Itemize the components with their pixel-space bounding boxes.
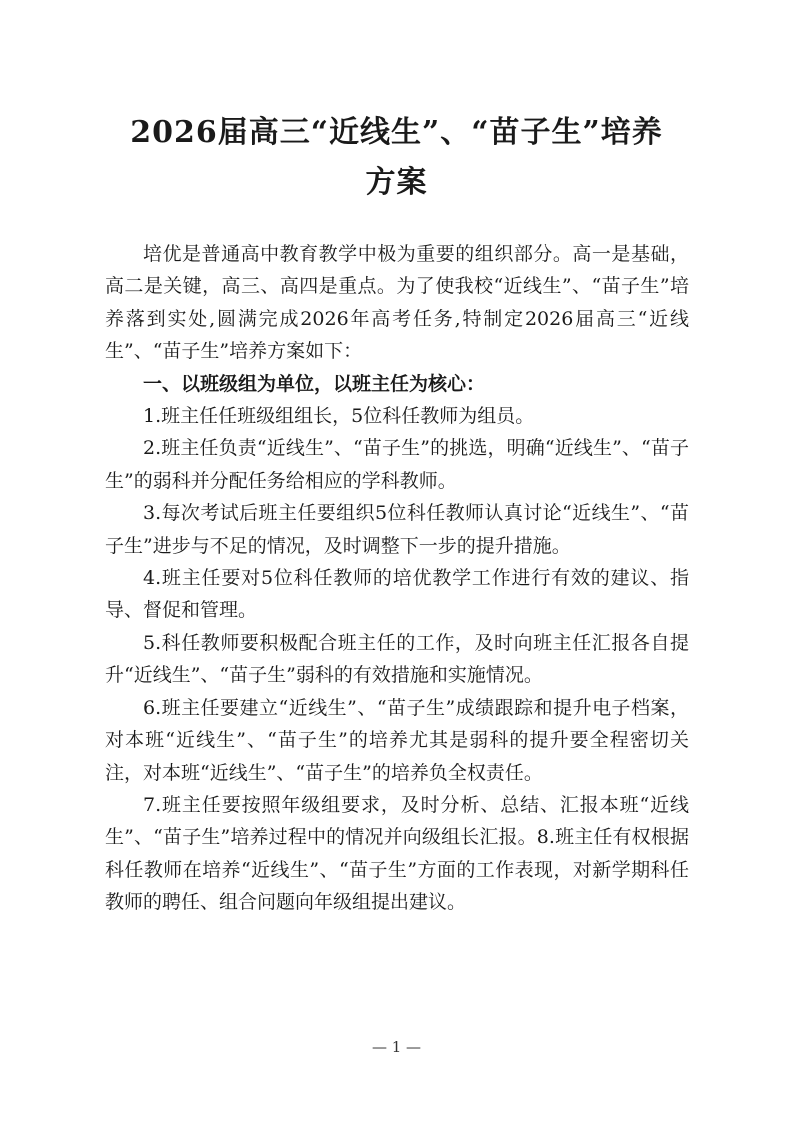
list-item: 1.班主任任班级组组长，5位科任教师为组员。 — [143, 405, 535, 428]
list-item: 2.班主任负责“近线生”、“苗子生”的挑选，明确“近线生”、“苗子生”的弱科并分配任务给相应的学科教师。 — [105, 437, 689, 492]
title-line-1: 2026届高三“近线生”、“苗子生”培养 — [130, 115, 663, 150]
document-body — [105, 238, 689, 919]
document-title — [90, 108, 703, 208]
title-line-2: 方案 — [365, 165, 428, 200]
list-item: 3.每次考试后班主任要组织5位科任教师认真讨论“近线生”、“苗子生”进步与不足的情况，及时调整下一步的提升措施。 — [105, 502, 689, 557]
list-item: 6.班主任要建立“近线生”、“苗子生”成绩跟踪和提升电子档案，对本班“近线生”、“苗子生”的培养尤其是弱科的提升要全程密切关注，对本班“近线生”、“苗子生”的培养负全权责任。 — [105, 696, 689, 784]
list-item: 4.班主任要对5位科任教师的培优教学工作进行有效的建议、指导、督促和管理。 — [105, 567, 689, 622]
list-item: 5.科任教师要积极配合班主任的工作，及时向班主任汇报各自提升“近线生”、“苗子生”弱科的有效措施和实施情况。 — [105, 631, 689, 687]
section-heading: 一、以班级组为单位，以班主任为核心： — [143, 372, 486, 395]
intro-paragraph: 培优是普通高中教育教学中极为重要的组织部分。高一是基础，高二是关键，高三、高四是重点。为了使我校“近线生”、“苗子生”培养落到实处,圆满完成2026年高考任务,特制定2026届高三“近线生”、“苗子生”培养方案如下： — [105, 243, 689, 363]
page-number: — 1 — — [371, 1038, 422, 1056]
list-item: 7.班主任要按照年级组要求，及时分析、总结、汇报本班“近线生”、“苗子生”培养过程中的情况并向级组长汇报。8.班主任有权根据科任教师在培养“近线生”、“苗子生”方面的工作表现，对新学期科任教师的聘任、组合问题向年级组提出建议。 — [105, 793, 689, 914]
